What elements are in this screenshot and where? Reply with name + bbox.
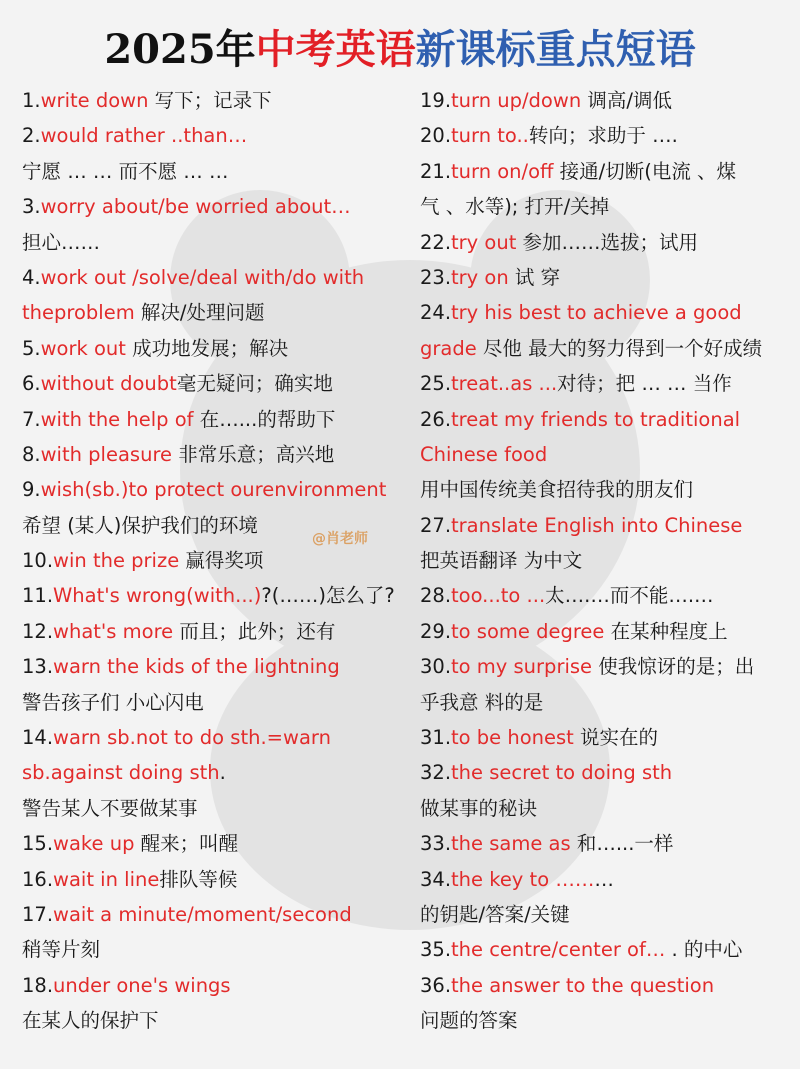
phrase-line (420, 862, 798, 897)
chinese-meaning: 把英语翻译 为中文 (420, 549, 583, 573)
phrase-line (420, 755, 798, 790)
phrase-line (420, 154, 798, 189)
title-year: 2025年 (104, 26, 256, 73)
chinese-meaning: 调高/调低 (581, 89, 672, 112)
english-phrase: Chinese food (420, 442, 548, 466)
item-number: 9. (22, 478, 41, 502)
page-title (0, 14, 800, 86)
chinese-meaning: 警告某人不要做某事 (22, 796, 198, 820)
chinese-meaning: 宁愿 … … 而不愿 … … (22, 159, 229, 183)
english-phrase: warn the kids of the lightning (53, 655, 340, 679)
phrase-line (22, 614, 414, 649)
chinese-meaning: 乎我意 料的是 (420, 690, 544, 714)
phrase-line (22, 897, 414, 932)
english-phrase: try out (451, 230, 517, 254)
item-number: 28. (420, 584, 452, 608)
english-phrase: treat my friends to traditional (451, 407, 741, 431)
chinese-meaning: 成功地发展；解决 (125, 336, 289, 360)
item-number: 12. (22, 619, 54, 643)
phrase-line (420, 685, 798, 720)
item-number: 7. (22, 407, 41, 431)
left-phrase-column (22, 83, 414, 1039)
english-phrase: sb.against doing sth (22, 761, 220, 785)
item-number: 26. (420, 407, 452, 431)
phrase-line (22, 826, 414, 861)
phrase-line (420, 614, 798, 649)
item-number: 5. (22, 336, 41, 360)
item-number: 29. (420, 619, 452, 643)
item-number: 33. (420, 832, 452, 856)
phrase-line (22, 260, 414, 295)
phrase-line (420, 118, 798, 153)
phrase-line (22, 118, 414, 153)
english-phrase: theproblem (22, 301, 135, 325)
phrase-line (420, 189, 798, 224)
phrase-line (420, 295, 798, 330)
english-phrase: what's more (53, 619, 174, 643)
english-phrase: would rather ..than… (40, 124, 248, 148)
item-number: 22. (420, 230, 452, 254)
english-phrase: wait a minute/moment/second (53, 902, 352, 926)
chinese-meaning: . (219, 761, 226, 785)
chinese-meaning: 非常乐意；高兴地 (172, 442, 335, 466)
phrase-line (22, 1003, 414, 1038)
item-number: 23. (420, 265, 452, 289)
item-number: 17. (22, 902, 54, 926)
item-number: 11. (22, 584, 54, 608)
english-phrase: wait in line (53, 867, 160, 891)
english-phrase: wish(sb.)to protect ourenvironment (40, 478, 387, 502)
item-number: 16. (22, 867, 54, 891)
english-phrase: turn to.. (451, 124, 529, 148)
chinese-meaning: 尽他 最大的努力得到一个好成绩 (476, 336, 763, 360)
chinese-meaning: 太….…而不能….… (545, 584, 714, 608)
chinese-meaning: 和…...一样 (570, 832, 674, 856)
phrase-line (22, 932, 414, 967)
english-phrase: worry about/be worried about… (40, 195, 351, 219)
phrase-line (22, 402, 414, 437)
chinese-meaning: . 的中心 (665, 938, 743, 962)
item-number: 18. (22, 973, 54, 997)
english-phrase: the centre/center of… (451, 938, 666, 962)
english-phrase: under one's wings (53, 973, 231, 997)
english-phrase: to be honest (451, 726, 574, 750)
chinese-meaning: 赢得奖项 (179, 549, 264, 573)
item-number: 6. (22, 372, 41, 396)
phrase-line (22, 472, 414, 507)
english-phrase: write down (40, 89, 149, 112)
phrase-line (420, 472, 798, 507)
english-phrase: without doubt (40, 372, 177, 396)
english-phrase: turn on/off (451, 159, 554, 183)
english-phrase: too...to ... (451, 584, 546, 608)
phrase-line (420, 366, 798, 401)
item-number: 34. (420, 867, 452, 891)
phrase-line (420, 649, 798, 684)
item-number: 15. (22, 832, 54, 856)
english-phrase: wake up (53, 832, 135, 856)
chinese-meaning: 说实在的 (573, 726, 659, 750)
phrase-line (22, 649, 414, 684)
chinese-meaning: 而且；此外；还有 (173, 619, 336, 643)
chinese-meaning: 转向；求助于 …. (528, 124, 678, 148)
right-phrase-column (420, 83, 798, 1039)
chinese-meaning: 参加……选拔；试用 (516, 230, 699, 254)
phrase-line (420, 897, 798, 932)
phrase-line (22, 154, 414, 189)
item-number: 24. (420, 301, 452, 325)
english-phrase: the same as (451, 832, 571, 856)
author-watermark: @肖老师 (312, 531, 368, 547)
english-phrase: work out (40, 336, 126, 360)
chinese-meaning: 用中国传统美食招待我的朋友们 (420, 478, 694, 502)
chinese-meaning: 稍等片刻 (22, 938, 101, 962)
chinese-meaning: 使我惊讶的是；出 (592, 655, 755, 679)
phrase-line (22, 685, 414, 720)
chinese-meaning: 对待；把 … … 当作 (557, 372, 732, 396)
phrase-line (420, 543, 798, 578)
chinese-meaning: 在某种程度上 (604, 619, 728, 643)
phrase-line (22, 83, 414, 118)
english-phrase: try his best to achieve a good (451, 301, 742, 325)
phrase-line (22, 543, 414, 578)
item-number: 25. (420, 372, 452, 396)
item-number: 27. (420, 513, 452, 537)
item-number: 31. (420, 726, 452, 750)
item-number: 10. (22, 549, 54, 573)
phrase-line (420, 83, 798, 118)
item-number: 30. (420, 655, 452, 679)
chinese-meaning: 接通/切断(电流 、煤 (553, 159, 737, 183)
chinese-meaning: 试 穿 (508, 265, 561, 289)
chinese-meaning: … (594, 867, 614, 891)
chinese-meaning: 醒来；叫醒 (134, 832, 239, 856)
phrase-line (22, 791, 414, 826)
chinese-meaning: 气 、水等); 打开/关掉 (420, 195, 610, 219)
phrase-line (420, 932, 798, 967)
phrase-line (22, 295, 414, 330)
english-phrase: to my surprise (451, 655, 593, 679)
english-phrase: work out /solve/deal with/do with (40, 265, 365, 289)
item-number: 20. (420, 124, 452, 148)
chinese-meaning: 做某事的秘诀 (420, 796, 538, 820)
phrase-line (420, 968, 798, 1003)
chinese-meaning: 希望 (某人)保护我们的环境 (22, 513, 258, 537)
phrase-line (420, 260, 798, 295)
english-phrase: grade (420, 336, 477, 360)
english-phrase: with pleasure (40, 442, 173, 466)
item-number: 14. (22, 726, 54, 750)
phrase-line (22, 720, 414, 755)
chinese-meaning: 问题的答案 (420, 1009, 518, 1033)
english-phrase: the key to …… (451, 867, 595, 891)
english-phrase: turn up/down (451, 89, 582, 112)
english-phrase: try on (451, 265, 509, 289)
phrase-line (420, 508, 798, 543)
chinese-meaning: 解决/处理问题 (134, 301, 265, 325)
chinese-meaning: 毫无疑问；确实地 (176, 372, 333, 396)
phrase-line (420, 331, 798, 366)
chinese-meaning: ?(……)怎么了? (261, 584, 395, 608)
english-phrase: treat..as ... (451, 372, 558, 396)
phrase-line (22, 331, 414, 366)
english-phrase: translate English into Chinese (451, 513, 743, 537)
phrase-line (22, 225, 414, 260)
item-number: 21. (420, 159, 452, 183)
chinese-meaning: 排队等候 (159, 867, 238, 891)
chinese-meaning: 在…...的帮助下 (193, 407, 336, 431)
english-phrase: the answer to the question (451, 973, 715, 997)
title-topic: 新课标重点短语 (415, 26, 696, 73)
item-number: 3. (22, 195, 41, 219)
item-number: 13. (22, 655, 54, 679)
phrase-line (22, 862, 414, 897)
phrase-line (420, 578, 798, 613)
english-phrase: What's wrong(with...) (53, 584, 262, 608)
item-number: 8. (22, 442, 41, 466)
item-number: 36. (420, 973, 452, 997)
english-phrase: win the prize (53, 549, 180, 573)
phrase-line (420, 225, 798, 260)
english-phrase: with the help of (40, 407, 194, 431)
english-phrase: warn sb.not to do sth.=warn (53, 726, 331, 750)
phrase-line (420, 437, 798, 472)
phrase-line (420, 791, 798, 826)
chinese-meaning: 担心…… (22, 230, 101, 254)
item-number: 1. (22, 89, 41, 112)
phrase-line (22, 366, 414, 401)
english-phrase: the secret to doing sth (451, 761, 673, 785)
phrase-line (22, 968, 414, 1003)
phrase-line (22, 437, 414, 472)
phrase-line (22, 189, 414, 224)
chinese-meaning: 的钥匙/答案/关键 (420, 902, 570, 926)
phrase-line (22, 578, 414, 613)
item-number: 4. (22, 265, 41, 289)
phrase-line (420, 826, 798, 861)
item-number: 35. (420, 938, 452, 962)
item-number: 19. (420, 89, 452, 112)
item-number: 32. (420, 761, 452, 785)
phrase-line (420, 402, 798, 437)
item-number: 2. (22, 124, 41, 148)
phrase-line (420, 1003, 798, 1038)
phrase-line (420, 720, 798, 755)
chinese-meaning: 写下；记录下 (148, 89, 272, 112)
english-phrase: to some degree (451, 619, 605, 643)
phrase-line (22, 755, 414, 790)
title-exam: 中考英语 (255, 26, 416, 73)
chinese-meaning: 在某人的保护下 (22, 1009, 159, 1033)
chinese-meaning: 警告孩子们 小心闪电 (22, 690, 204, 714)
